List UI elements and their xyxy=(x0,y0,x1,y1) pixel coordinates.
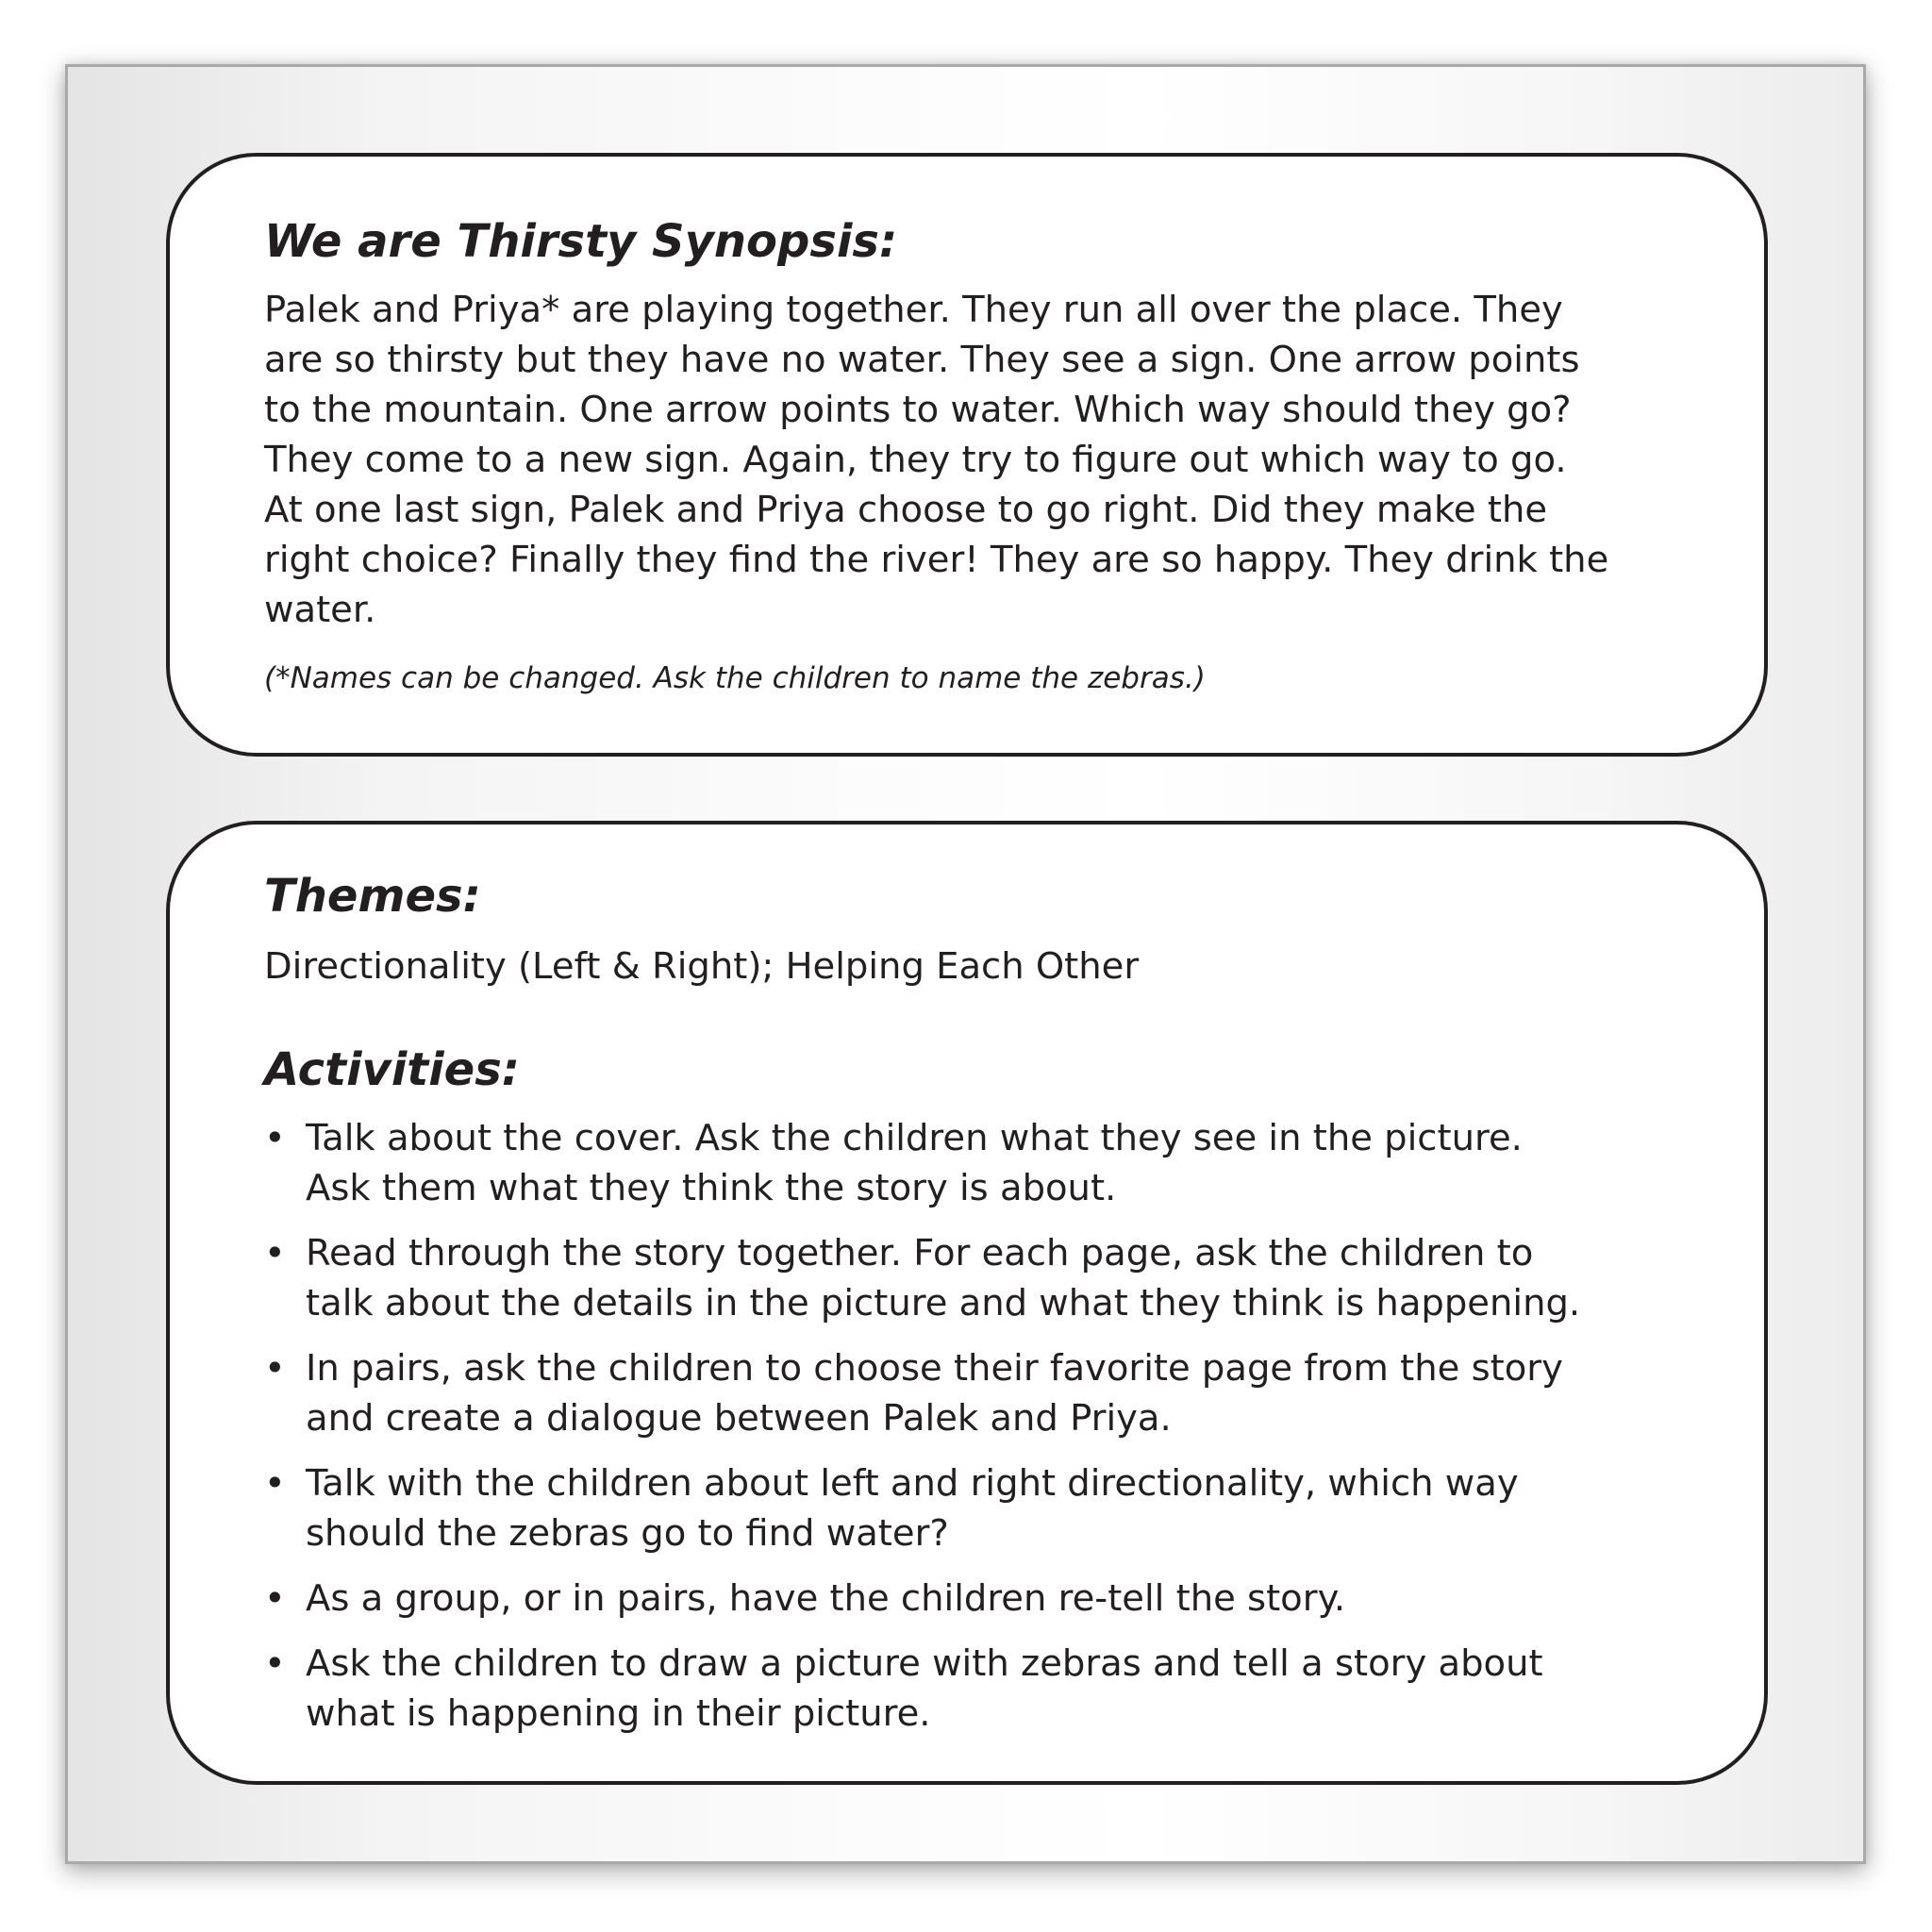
synopsis-line: are so thirsty but they have no water. They see a sign. One arrow points xyxy=(264,339,1580,381)
bullet: • xyxy=(264,1117,286,1159)
synopsis-paragraph xyxy=(264,285,1717,635)
bullet: • xyxy=(264,1642,286,1685)
synopsis-line: right choice? Finally they find the river! They are so happy. They drink the xyxy=(264,539,1609,581)
activity-line: In pairs, ask the children to choose their favorite page from the story xyxy=(306,1347,1563,1390)
activity-line: talk about the details in the picture and what they think is happening. xyxy=(306,1282,1581,1324)
activity-line: should the zebras go to find water? xyxy=(306,1512,949,1555)
synopsis-line: water. xyxy=(264,589,376,631)
bullet: • xyxy=(264,1577,286,1620)
themes-text: Directionality (Left & Right); Helping Each Other xyxy=(264,945,1140,988)
bullet: • xyxy=(264,1347,286,1390)
activities-title: Activities: xyxy=(264,1043,520,1096)
activity-line: Talk about the cover. Ask the children what they see in the picture. xyxy=(306,1117,1523,1159)
synopsis-line: At one last sign, Palek and Priya choose to go right. Did they make the xyxy=(264,489,1548,531)
bullet: • xyxy=(264,1232,286,1274)
activity-line: Talk with the children about left and right directionality, which way xyxy=(306,1462,1519,1505)
activity-item xyxy=(264,1458,1736,1558)
themes-title: Themes: xyxy=(264,870,481,923)
activity-item xyxy=(264,1574,1736,1624)
names-note: (*Names can be changed. Ask the children to name the zebras.) xyxy=(264,661,1206,695)
activity-line: Read through the story together. For each page, ask the children to xyxy=(306,1232,1534,1274)
synopsis-line: They come to a new sign. Again, they try to figure out which way to go. xyxy=(264,439,1567,481)
activity-item xyxy=(264,1113,1736,1213)
activities-list xyxy=(264,1113,1736,1754)
activity-line: Ask the children to draw a picture with zebras and tell a story about xyxy=(306,1642,1543,1685)
activity-line: Ask them what they think the story is about. xyxy=(306,1167,1117,1209)
activity-item xyxy=(264,1343,1736,1443)
activity-item xyxy=(264,1639,1736,1739)
activity-line: what is happening in their picture. xyxy=(306,1692,931,1735)
synopsis-line: to the mountain. One arrow points to water. Which way should they go? xyxy=(264,389,1572,431)
activity-line: As a group, or in pairs, have the children re-tell the story. xyxy=(306,1577,1346,1620)
synopsis-card xyxy=(166,153,1768,757)
activity-line: and create a dialogue between Palek and Priya. xyxy=(306,1397,1172,1440)
synopsis-line: Palek and Priya* are playing together. They run all over the place. They xyxy=(264,289,1563,331)
bullet: • xyxy=(264,1462,286,1505)
synopsis-title: We are Thirsty Synopsis: xyxy=(264,215,898,268)
themes-activities-card xyxy=(166,821,1768,1785)
activity-item xyxy=(264,1228,1736,1328)
